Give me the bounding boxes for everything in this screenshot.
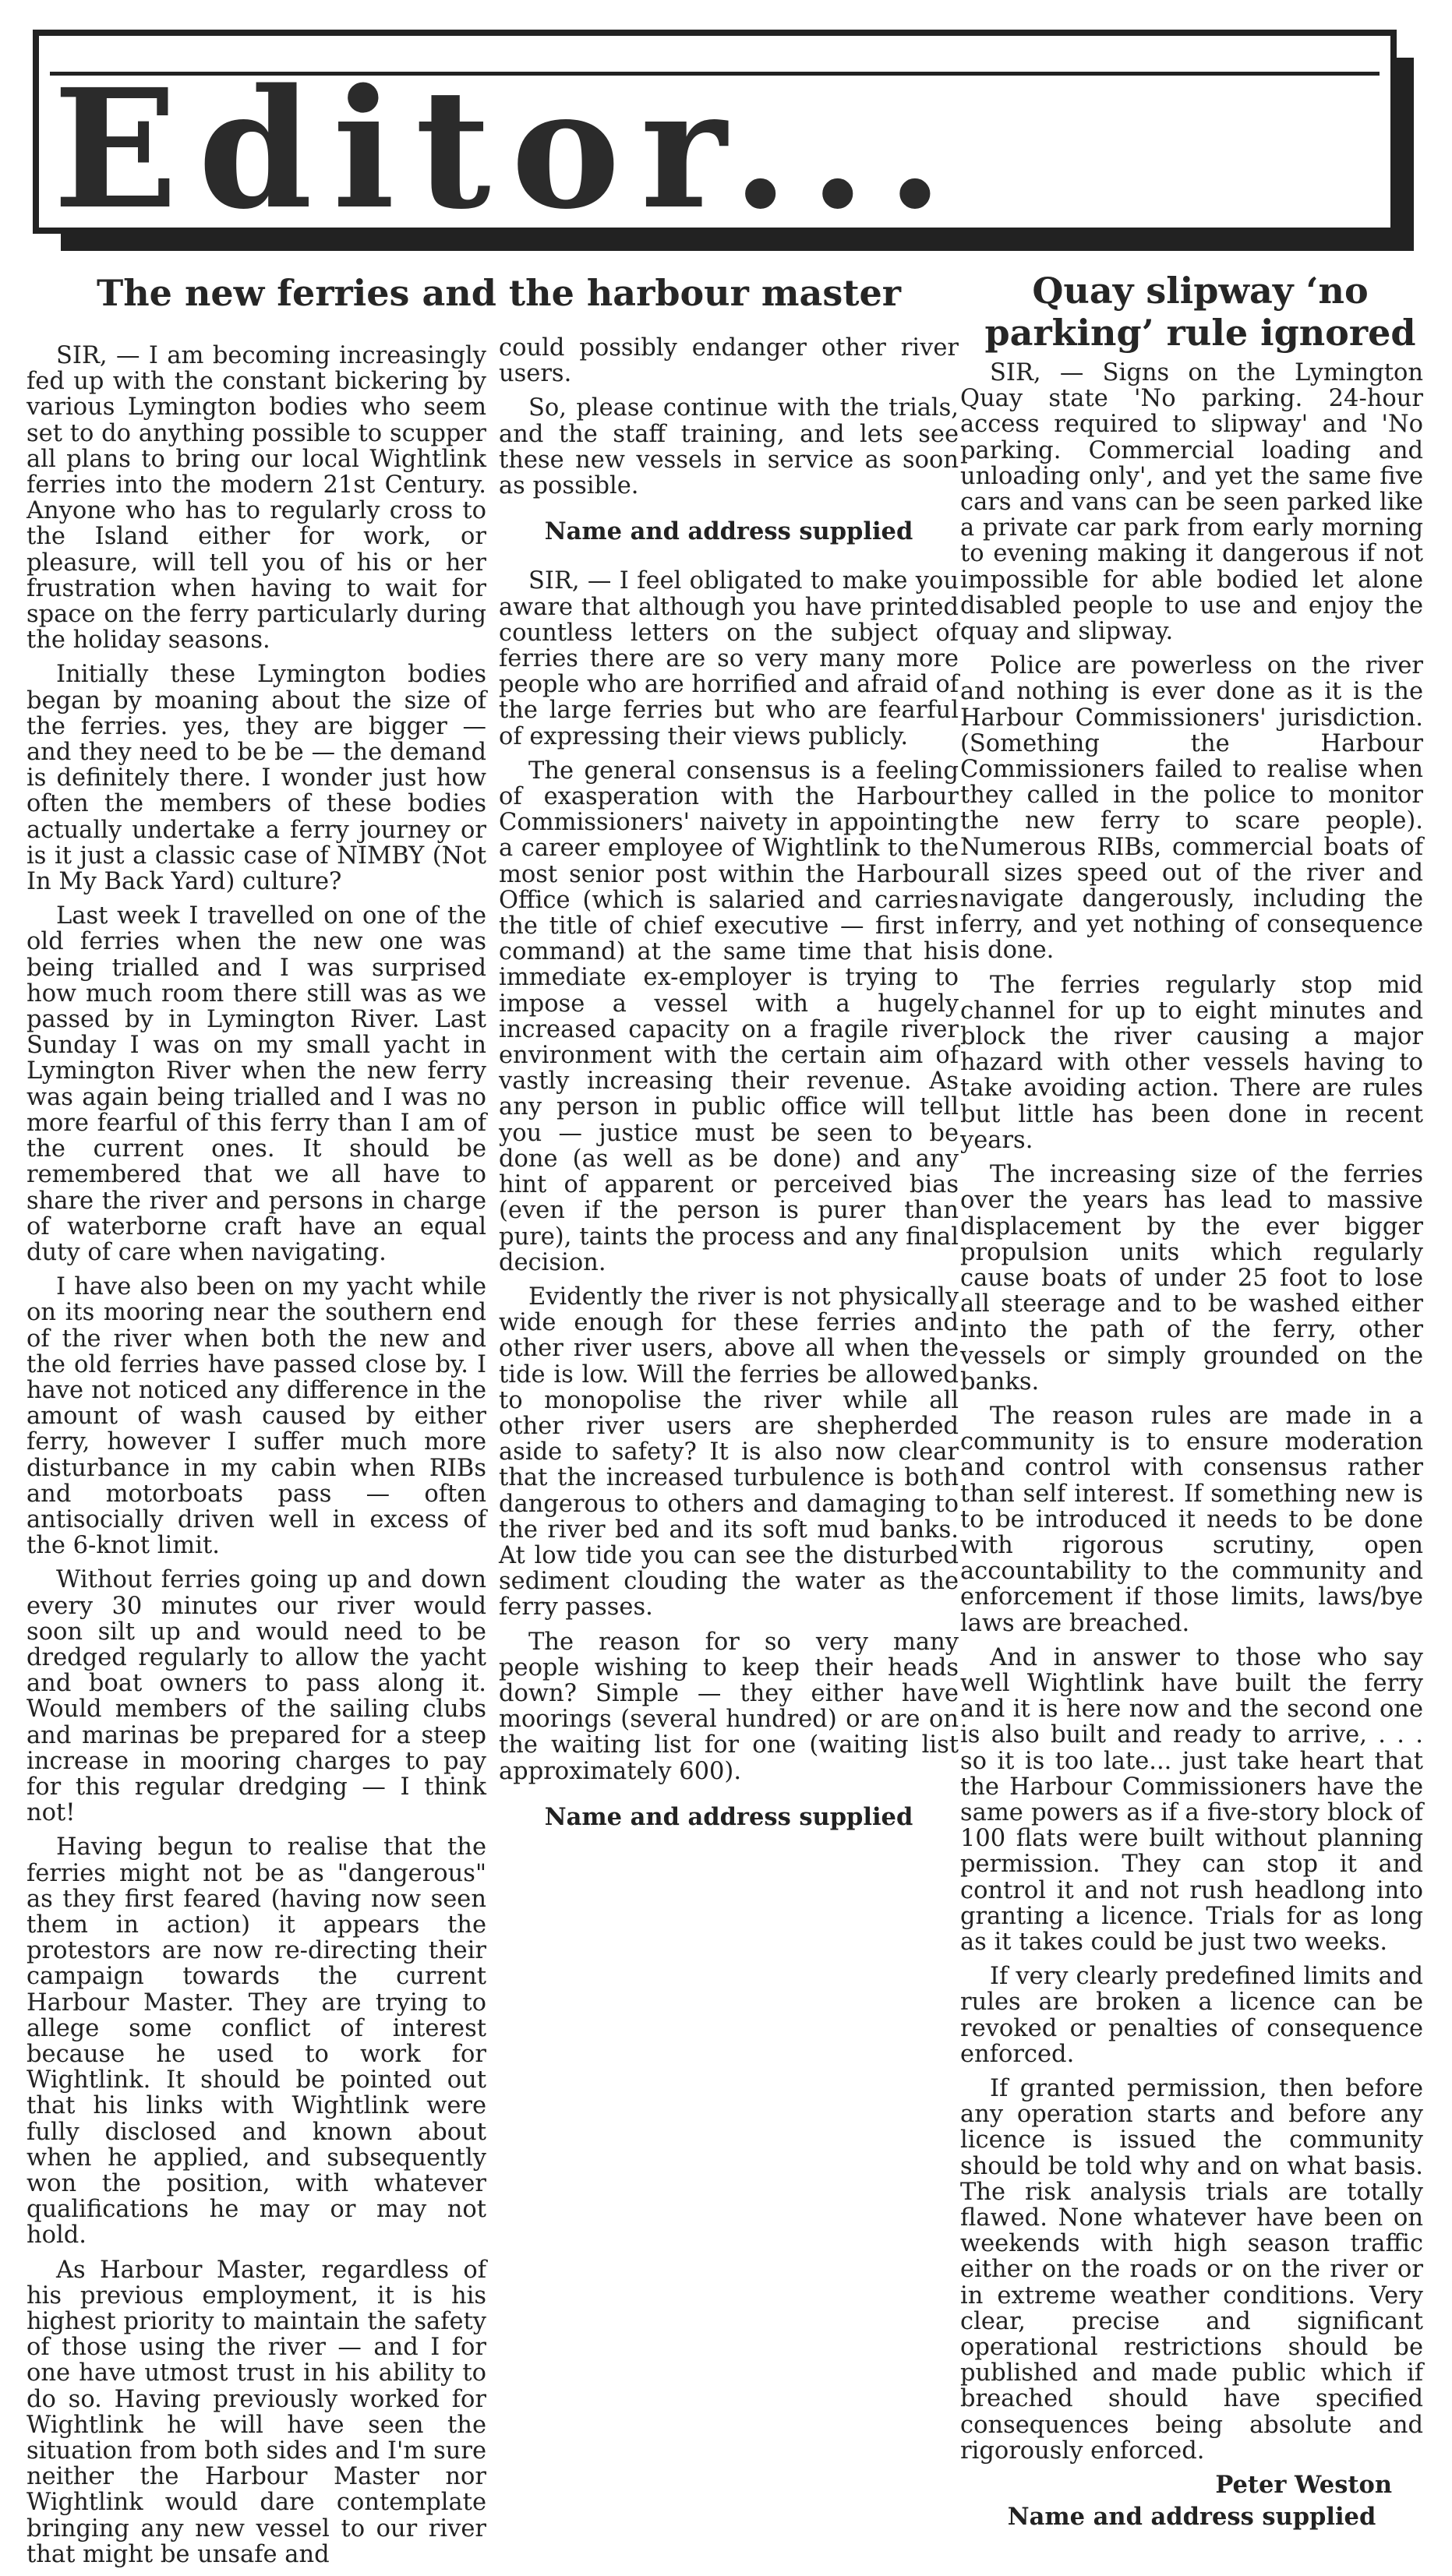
letter1-signature: Name and address supplied [544,517,913,546]
letter3-paragraph: If very clearly predefined limits and rules are broken a licence can be revoked or penalties of consequence enforced. [960,1963,1423,2068]
letter2-paragraph: The general consensus is a feeling of exasperation with the Harbour Commissioners' naivety in appointing a career employee of Wightlink to the most senior post within the Harbour Office (which is salaried and carries the title of chief executive — first in command) at the same time that his immediate ex-employer is trying to impose a vessel with a hugely increased capacity on a fragile river environment with the certain aim of vastly increasing their revenue. As any person in public office will tell you — justice must be seen to be done (as well as be done) and any hint of apparent or perceived bias (even if the person is purer than pure), taints the process and any final decision. [499,757,959,1276]
letter1-paragraph: So, please continue with the trials, and the staff training, and lets see these new vessels in service as soon as possible. [499,394,959,500]
letter3-signature-name: Peter Weston [1215,2471,1392,2500]
letter1-paragraph: Last week I travelled on one of the old ferries when the new one was being trialled and I was surprised how much room there still was as we passed by in Lymington River. Last Sunday I was on my small yacht in Lymington River when the new ferry was again being trialled and I was no more fearful of this ferry than I am of the current ones. It should be remembered that we all have to share the river and persons in charge of waterborne craft have an equal duty of care when navigating. [26,902,486,1266]
letter3-paragraph: And in answer to those who say well Wightlink have built the ferry and it is here now and the second one is also built and ready to arrive, . . . so it is too late... just take heart that the Harbour Commissioners have the same powers as if a five-story block of 100 flats were built without planning permission. They can stop it and control it and not rush headlong into granting a licence. Trials for as long as it takes could be just two weeks. [960,1643,1423,1956]
letter3-paragraph: SIR, — Signs on the Lymington Quay state 'No parking. 24-hour access required to slipway' and 'No parking. Commercial loading and unloading only', and yet the same five cars and vans can be seen parked like a private car park from early morning to evening making it dangerous if not impossible for able bodied let alone disabled people to use and enjoy the quay and slipway. [960,359,1423,646]
column-1 [26,343,486,2576]
column-3 [960,360,1423,2530]
letter2-paragraph: Evidently the river is not physically wide enough for these ferries and other river users, above all when the tide is low. Will the ferries be allowed to monopolise the river while all other river users are shepherded aside to safety? It is also now clear that the increased turbulence is both dangerous to others and damaging to the river bed and its soft mud banks. At low tide you can see the disturbed sediment clouding the water as the ferry passes. [499,1283,959,1621]
letter3-signature-note: Name and address supplied [1007,2503,1376,2532]
headline-ferries: The new ferries and the harbour master [96,272,901,314]
letter1-paragraph: Without ferries going up and down every 30 minutes our river would soon silt up and would need to be dredged regularly to allow the yacht and boat owners to pass along it. Would members of the sailing clubs and marinas be prepared for a steep increase in mooring charges to pay for this regular dredging — I think not! [26,1566,486,1827]
letter1-paragraph: Having begun to realise that the ferries might not be as "dangerous" as they first feared (having now seen them in action) it appears the protestors are now re-directing their campaign towards the current Harbour Master. They are trying to allege some conflict of interest because he used to work for Wightlink. It should be pointed out that his links with Wightlink were fully disclosed and known about when he applied, and subsequently won the position, with whatever qualifications he may or may not hold. [26,1833,486,2250]
letter1-paragraph: could possibly endanger other river users. [499,334,959,388]
letter1-paragraph: As Harbour Master, regardless of his previous employment, it is his highest priority to maintain the safety of those using the river — and I for one have utmost trust in his ability to do so. Having previously worked for Wightlink he will have seen the situation from both sides and I'm sure neither the Harbour Master nor Wightlink would dare contemplate bringing any new vessel to our river that might be unsafe and [26,2256,486,2568]
masthead-band [50,53,1380,245]
letter3-paragraph: The reason rules are made in a community is to ensure moderation and control with consensus rather than self interest. If something new is to be introduced it needs to be done with rigorous scrutiny, open accountability to the community and enforcement if those limits, laws/bye laws are breached. [960,1402,1423,1637]
letter2-paragraph: The reason for so very many people wishing to keep their heads down? Simple — they either have moorings (several hundred) or are on the waiting list for one (waiting list approximately 600). [499,1628,959,1785]
masthead-box [33,30,1397,245]
masthead-title: Editor... [53,53,964,245]
column-2 [499,335,959,1854]
letter3-paragraph: If granted permission, then before any operation starts and before any licence is issued the community should be told why and on what basis. The risk analysis trials are totally flawed. None whatever have been on weekends with high season traffic either on the roads or on the river or in extreme weather conditions. Very clear, precise and significant operational restrictions should be published and made public which if breached should have specified consequences being absolute and rigorously enforced. [960,2075,1423,2465]
letter1-paragraph: I have also been on my yacht while on its mooring near the southern end of the river when both the new and the old ferries have passed close by. I have not noticed any difference in the amount of wash caused by either ferry, however I suffer much more disturbance in my cabin when RIBs and motorboats pass — often antisocially driven well in excess of the 6-knot limit. [26,1273,486,1560]
letter2-paragraph: SIR, — I feel obligated to make you aware that although you have printed countless letters on the subject of ferries there are so very many more people who are horrified and afraid of the large ferries but who are fearful of expressing their views publicly. [499,567,959,750]
letter1-paragraph: Initially these Lymington bodies began by moaning about the size of the ferries. yes, they are bigger — and they need to be be — the demand is definitely there. I wonder just how often the members of these bodies actually undertake a ferry journey or is it just a classic case of NIMBY (Not In My Back Yard) culture? [26,661,486,896]
letter1-paragraph: SIR, — I am becoming increasingly fed up with the constant bickering by various Lymington bodies who seem set to do anything possible to scupper all plans to bring our local Wightlink ferries into the modern 21st Century. Anyone who has to regularly cross to the Island either for work, or pleasure, will tell you of his or her frustration when having to wait for space on the ferry particularly during the holiday seasons. [26,342,486,655]
letter3-paragraph: The increasing size of the ferries over the years has lead to massive displacement by the ever bigger propulsion units which regularly cause boats of under 25 foot to lose all steerage and to be washed either into the path of the ferry, other vessels or simply grounded on the banks. [960,1161,1423,1396]
letter2-signature: Name and address supplied [544,1802,913,1831]
letter3-paragraph: The ferries regularly stop mid channel for up to eight minutes and block the river causing a major hazard with other vessels having to take avoiding action. There are rules but little has been done in recent years. [960,971,1423,1154]
headline-quay-slipway: Quay slipway ‘no parking’ rule ignored [984,270,1416,354]
letter3-paragraph: Police are powerless on the river and nothing is ever done as it is the Harbour Commissioners' jurisdiction. (Something the Harbour Commissioners failed to realise when they called in the police to monitor the new ferry to scare people). Numerous RIBs, commercial boats of all sizes speed out of the river and navigate dangerously, including the ferry, and yet nothing of consequence is done. [960,652,1423,965]
